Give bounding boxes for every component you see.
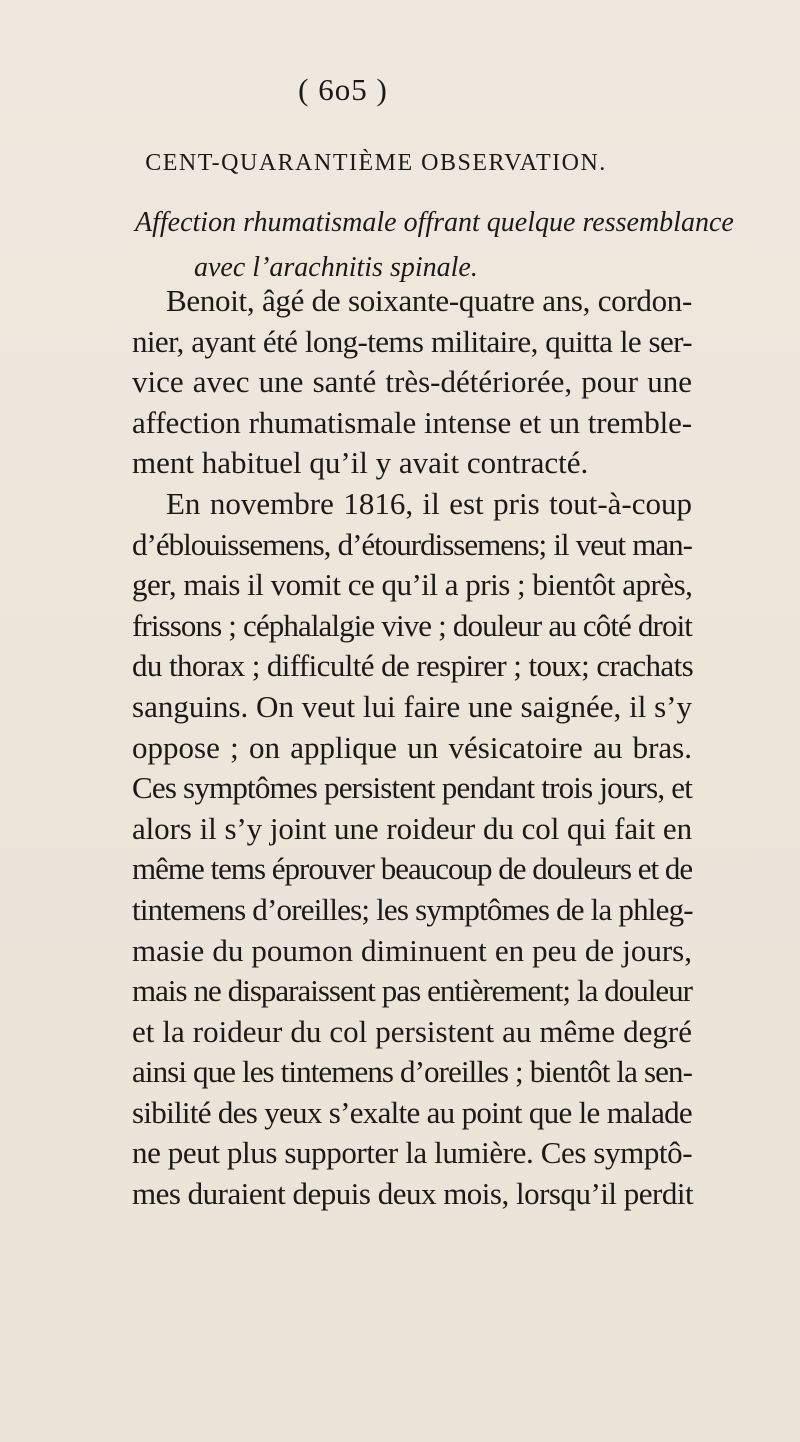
- body-text: [132, 281, 692, 1215]
- observation-heading: CENT-QUARANTIÈME OBSERVATION.: [145, 150, 607, 176]
- text-line: frissons ; céphalalgie vive ; douleur au côté droit: [132, 607, 692, 643]
- text-line: ainsi que les tintemens d’oreilles ; bientôt la sen-: [132, 1054, 692, 1090]
- text-line: nier, ayant été long-tems militaire, quitta le ser-: [132, 323, 692, 359]
- text-line: alors il s’y joint une roideur du col qui fait en: [132, 810, 692, 846]
- text-line: masie du poumon diminuent en peu de jours,: [132, 932, 692, 968]
- text-line: du thorax ; difficulté de respirer ; toux; crachats: [132, 648, 694, 684]
- text-line: et la roideur du col persistent au même degré: [132, 1013, 692, 1049]
- text-line: mes duraient depuis deux mois, lorsqu’il perdit: [132, 1176, 694, 1212]
- observation-subtitle: [135, 200, 795, 290]
- text-line: mais ne disparaissent pas entièrement; la douleur: [132, 973, 692, 1009]
- text-line: Benoit, âgé de soixante-quatre ans, cordon-: [166, 283, 692, 318]
- text-line: ment habituel qu’il y avait contracté.: [132, 445, 589, 481]
- text-line: En novembre 1816, il est pris tout-à-coup: [166, 485, 692, 521]
- text-line: vice avec une santé très-détériorée, pour une: [132, 364, 692, 400]
- subtitle-line: avec l’arachnitis spinale.: [194, 252, 478, 283]
- text-line: tintemens d’oreilles; les symptômes de la phleg-: [132, 891, 693, 927]
- text-line: affection rhumatismale intense et un tremble-: [132, 404, 692, 440]
- subtitle-line: Affection rhumatismale offrant quelque ressemblance: [135, 207, 734, 238]
- text-line: sibilité des yeux s’exalte au point que le malade: [132, 1094, 692, 1130]
- text-line: d’éblouissemens, d’étourdissemens; il veut man-: [132, 526, 692, 562]
- text-line: ne peut plus supporter la lumière. Ces symptô-: [132, 1135, 693, 1171]
- text-line: oppose ; on applique un vésicatoire au bras.: [132, 729, 692, 765]
- text-line: Ces symptômes persistent pendant trois jours, et: [132, 770, 693, 806]
- text-line: ger, mais il vomit ce qu’il a pris ; bientôt après,: [132, 567, 693, 603]
- text-line: sanguins. On veut lui faire une saignée, il s’y: [132, 688, 692, 724]
- text-line: même tems éprouver beaucoup de douleurs et de: [132, 851, 693, 887]
- page-number: ( 6o5 ): [298, 72, 388, 107]
